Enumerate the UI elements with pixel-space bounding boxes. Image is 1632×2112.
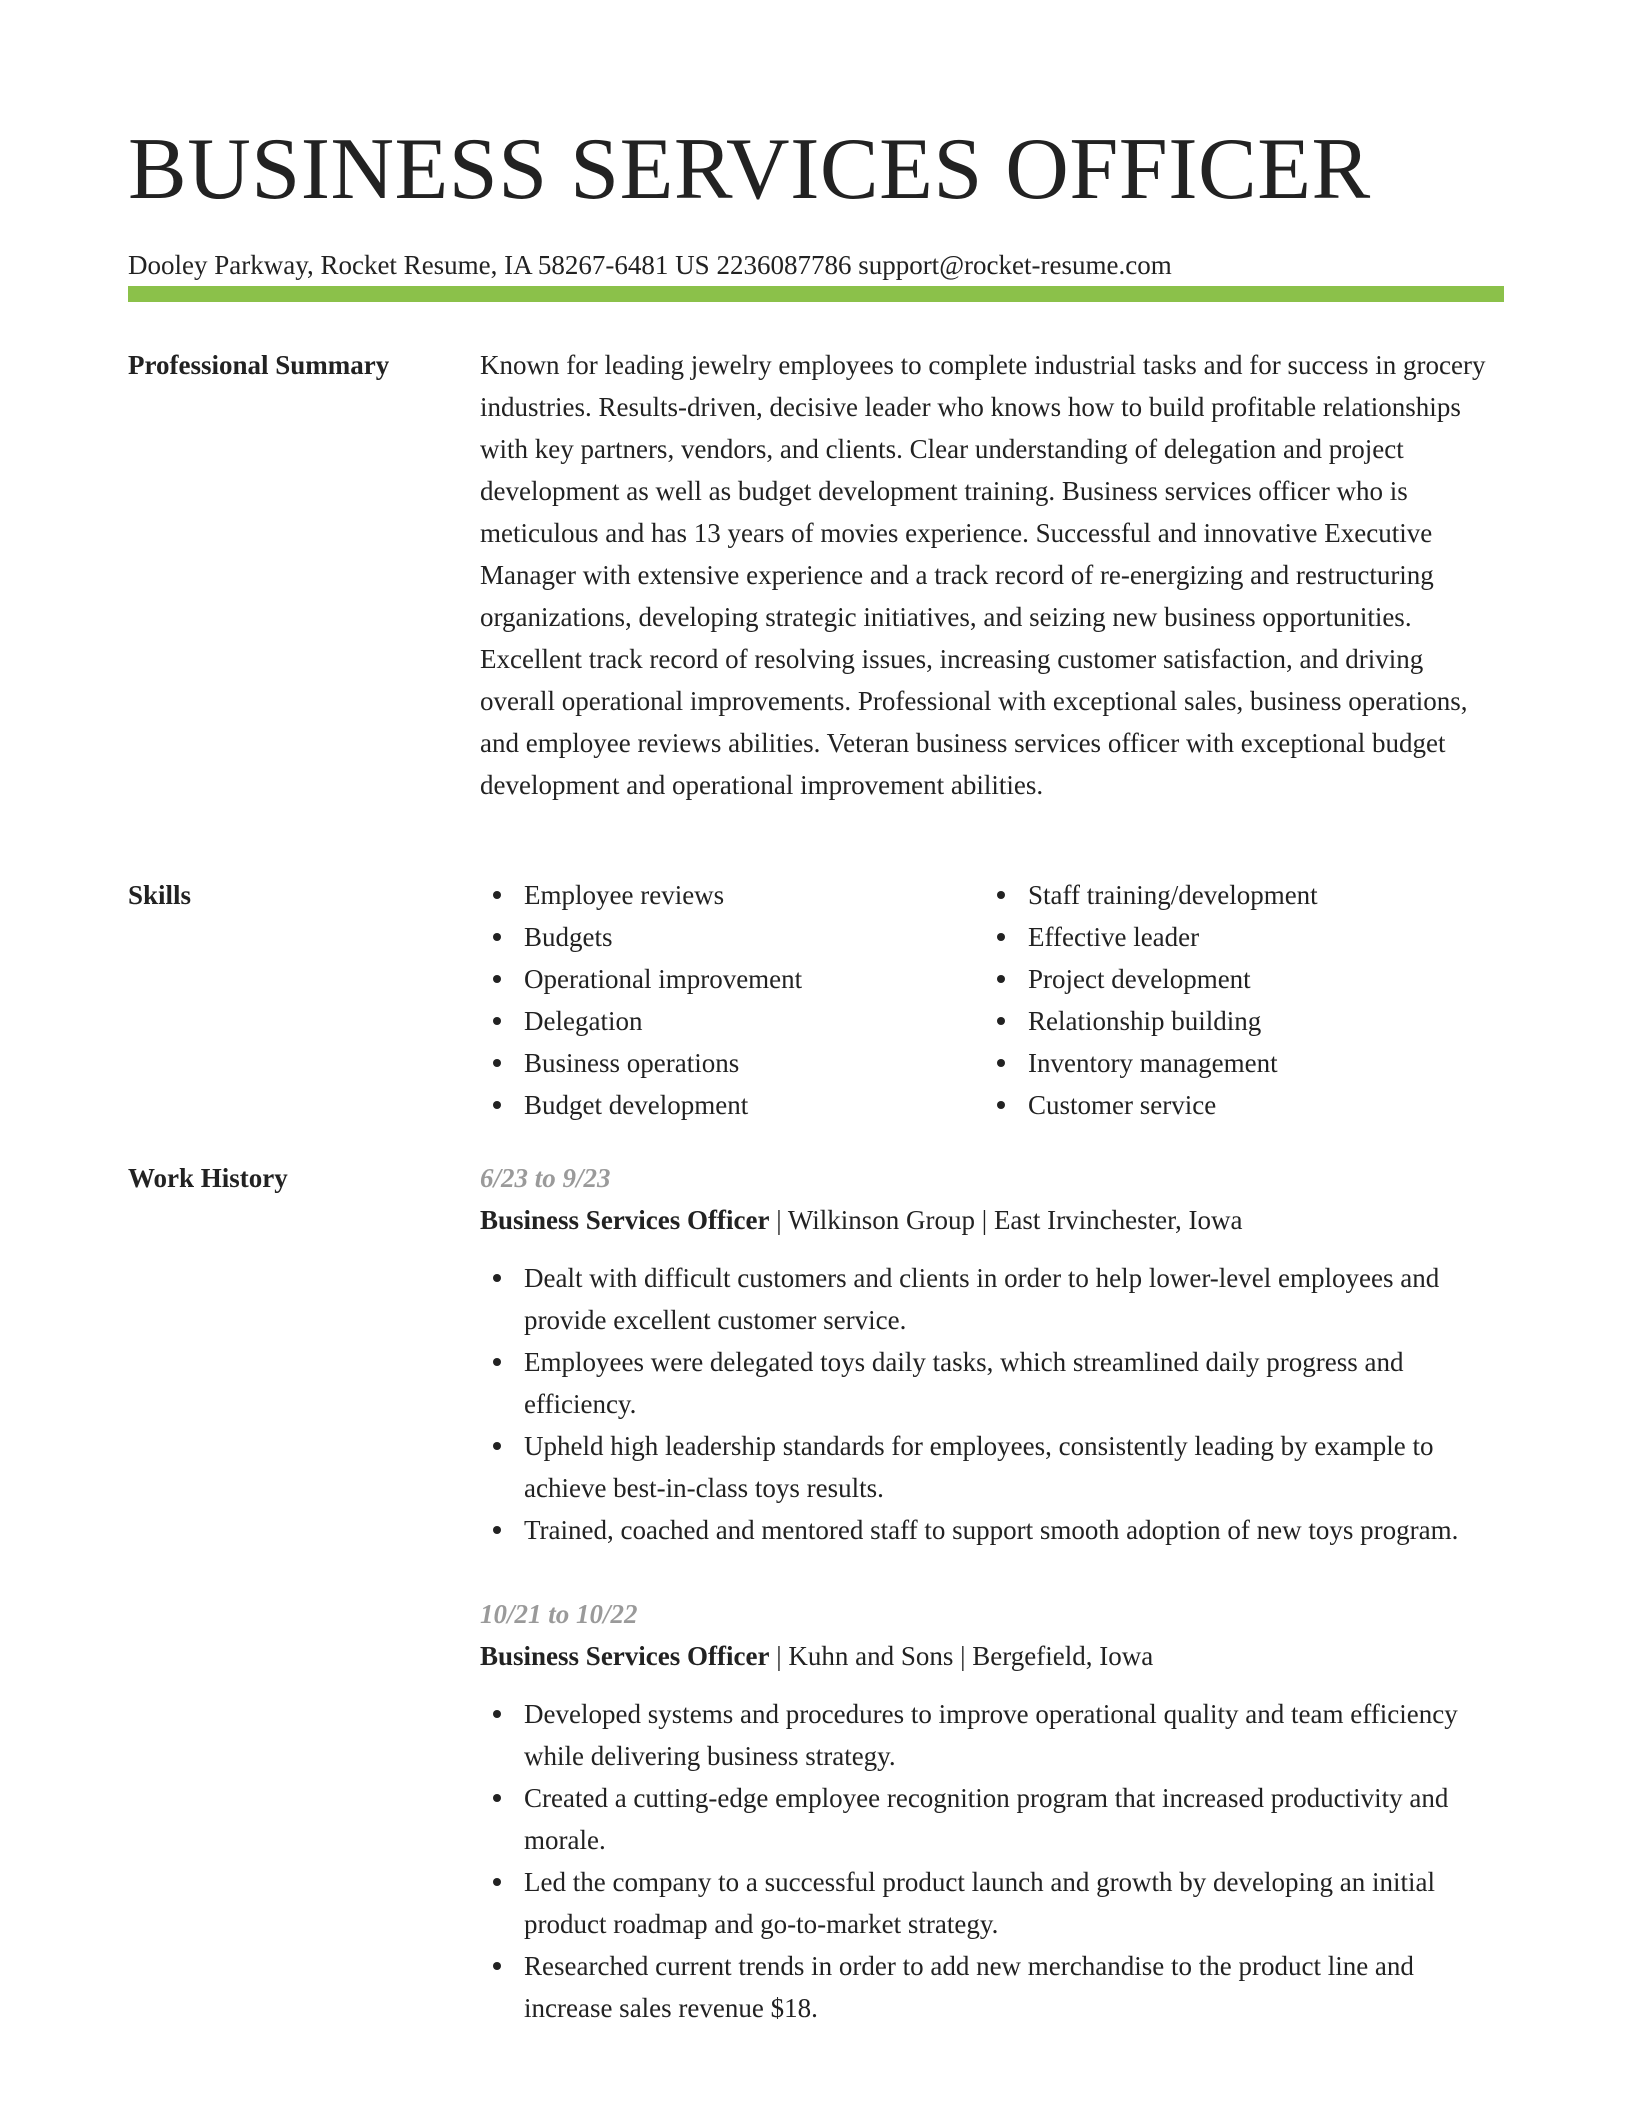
email: support@rocket-resume.com [858,250,1172,280]
skill-item: Effective leader [1028,916,1488,958]
section-professional-summary [128,344,1504,806]
job-heading [480,1635,1504,1677]
skills-columns [480,874,1504,1126]
section-label: Skills [128,880,192,910]
contact-line [128,248,1504,282]
job-entry [480,1157,1504,1551]
job-bullets [480,1693,1504,2029]
section-skills [128,874,1504,1126]
job-bullet: Developed systems and procedures to improve operational quality and team efficiency while delivering business strategy. [524,1693,1504,1777]
summary-text: Known for leading jewelry employees to complete industrial tasks and for success in grocery industries. Results-driven, decisive leader who knows how to build profitable relationships with key partners, vendors, and clients. Clear understanding of delegation and project development as well as budget development training. Business services officer who is meticulous and has 13 years of movies experience. Successful and innovative Executive Manager with extensive experience and a track record of re-energizing and restructuring organizations, developing strategic initiatives, and seizing new business opportunities. Excellent track record of resolving issues, increasing customer satisfaction, and driving overall operational improvements. Professional with exceptional sales, business operations, and employee reviews abilities. Veteran business services officer with exceptional budget development and operational improvement abilities. [480,350,1486,800]
skill-item: Delegation [524,1000,984,1042]
job-separator: | [776,1641,789,1671]
job-bullet: Created a cutting-edge employee recognition program that increased productivity and morale. [524,1777,1504,1861]
skill-item: Operational improvement [524,958,984,1000]
job-location: Bergefield, Iowa [972,1641,1154,1671]
job-dates: 10/21 to 10/22 [480,1599,638,1629]
job-dates: 6/23 to 9/23 [480,1163,611,1193]
job-title: Business Services Officer [480,1205,770,1235]
address: Dooley Parkway, Rocket Resume, IA 58267-6481 US [128,250,710,280]
job-bullets [480,1257,1504,1551]
skill-item: Inventory management [1028,1042,1488,1084]
job-location: East Irvinchester, Iowa [993,1205,1243,1235]
section-body [480,1157,1504,2057]
job-separator: | [981,1205,994,1235]
job-bullet: Upheld high leadership standards for employees, consistently leading by example to achieve best-in-class toys results. [524,1425,1504,1509]
skill-item: Business operations [524,1042,984,1084]
job-company: Kuhn and Sons [788,1641,954,1671]
skill-item: Budget development [524,1084,984,1126]
job-bullet: Researched current trends in order to add new merchandise to the product line and increase sales revenue $18. [524,1945,1504,2029]
section-label: Work History [128,1163,288,1193]
job-bullet: Employees were delegated toys daily tasks, which streamlined daily progress and efficiency. [524,1341,1504,1425]
job-company: Wilkinson Group [787,1205,976,1235]
phone: 2236087786 [716,250,852,280]
header-divider [128,286,1504,302]
resume-header [128,120,1504,282]
skill-item: Budgets [524,916,984,958]
section-body [480,344,1504,806]
skill-item: Employee reviews [524,874,984,916]
skill-item: Relationship building [1028,1000,1488,1042]
job-bullet: Trained, coached and mentored staff to support smooth adoption of new toys program. [524,1509,1504,1551]
skill-item: Customer service [1028,1084,1488,1126]
skills-list-right [984,874,1488,1126]
skill-item: Staff training/development [1028,874,1488,916]
job-entry [480,1593,1504,2029]
section-work-history [128,1157,1504,2057]
job-separator: | [776,1205,788,1235]
resume-title: BUSINESS SERVICES OFFICER [128,121,1371,218]
job-heading [480,1199,1504,1241]
skills-list-left [480,874,984,1126]
job-bullet: Dealt with difficult customers and clients in order to help lower-level employees and provide excellent customer service. [524,1257,1504,1341]
skill-item: Project development [1028,958,1488,1000]
job-bullet: Led the company to a successful product launch and growth by developing an initial product roadmap and go-to-market strategy. [524,1861,1504,1945]
job-title: Business Services Officer [480,1641,770,1671]
job-separator: | [960,1641,973,1671]
section-label: Professional Summary [128,350,390,380]
